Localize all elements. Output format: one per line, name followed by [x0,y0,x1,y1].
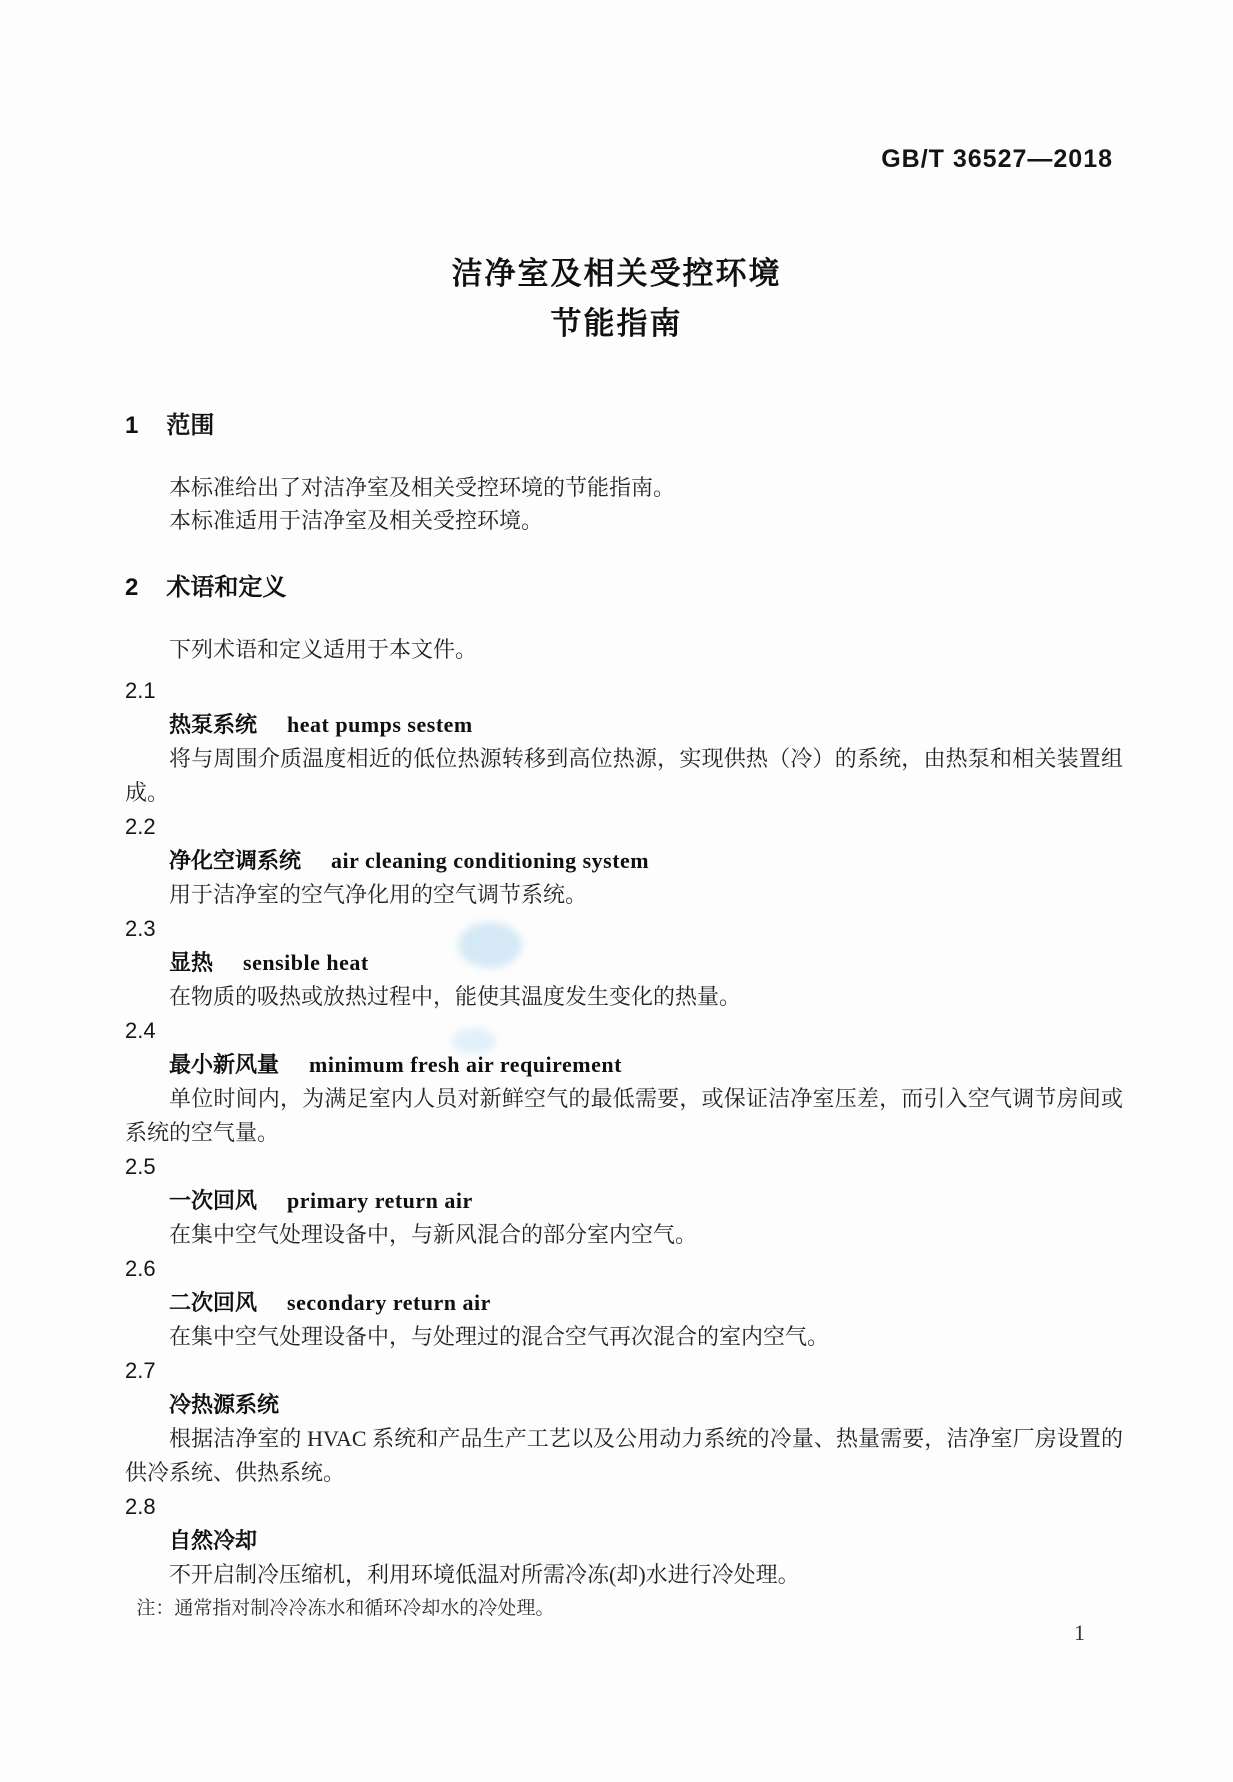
term-number: 2.6 [125,1256,156,1281]
scope-paragraph-2: 本标准适用于洁净室及相关受控环境。 [169,508,544,533]
document-title [0,249,1233,349]
term-block-2-5 [125,1150,1123,1252]
term-number: 2.4 [125,1018,156,1043]
standard-number: GB/T 36527—2018 [881,145,1113,173]
terms-list [125,674,1123,1624]
page-content [0,409,1233,1624]
term-definition: 在集中空气处理设备中，与新风混合的部分室内空气。 [169,1222,698,1247]
term-name-en: secondary return air [287,1290,491,1315]
term-number: 2.8 [125,1494,156,1519]
term-block-2-7 [125,1354,1123,1490]
term-number: 2.7 [125,1358,156,1383]
term-definition: 在集中空气处理设备中，与处理过的混合空气再次混合的室内空气。 [169,1324,830,1349]
term-name-cn: 冷热源系统 [169,1392,280,1417]
term-name [125,1184,1123,1218]
term-name [125,844,1123,878]
terms-intro: 下列术语和定义适用于本文件。 [169,637,478,662]
term-name-cn: 热泵系统 [169,712,258,737]
term-name-en: primary return air [287,1188,473,1213]
term-name-en: heat pumps sestem [287,712,473,737]
title-line-1: 洁净室及相关受控环境 [451,256,782,291]
term-block-2-2 [125,810,1123,912]
term-definition: 不开启制冷压缩机，利用环境低温对所需冷冻(却)水进行冷处理。 [169,1562,800,1587]
page-number: 1 [1074,1620,1085,1645]
term-definition: 在物质的吸热或放热过程中，能使其温度发生变化的热量。 [169,984,742,1009]
term-name-en: minimum fresh air requirement [309,1052,622,1077]
term-number: 2.2 [125,814,156,839]
section-2-heading [125,571,1123,605]
term-name [125,1388,1123,1422]
term-name-en: air cleaning conditioning system [331,848,650,873]
term-block-2-1 [125,674,1123,810]
term-block-2-6 [125,1252,1123,1354]
term-name [125,1524,1123,1558]
term-definition: 用于洁净室的空气净化用的空气调节系统。 [169,882,588,907]
term-name [125,708,1123,742]
section-1-number: 1 [125,412,139,439]
term-note: 注：通常指对制冷冷冻水和循环冷却水的冷处理。 [136,1598,555,1619]
section-1-title: 范围 [166,412,215,439]
section-2-title: 术语和定义 [166,574,287,601]
term-number: 2.3 [125,916,156,941]
title-line-2: 节能指南 [550,306,683,341]
section-2-number: 2 [125,574,139,601]
section-1-heading [125,409,1123,443]
term-name-cn: 最小新风量 [169,1052,280,1077]
term-name-cn: 净化空调系统 [169,848,302,873]
term-name-cn: 自然冷却 [169,1528,258,1553]
term-number: 2.5 [125,1154,156,1179]
term-name-en: sensible heat [243,950,369,975]
term-block-2-4 [125,1014,1123,1150]
term-block-2-8 [125,1490,1123,1624]
term-name [125,1048,1123,1082]
term-definition: 根据洁净室的 HVAC 系统和产品生产工艺以及公用动力系统的冷量、热量需要，洁净室厂房设置的供冷系统、供热系统。 [125,1426,1123,1485]
term-block-2-3 [125,912,1123,1014]
term-number: 2.1 [125,678,156,703]
term-name [125,946,1123,980]
scope-paragraph-1: 本标准给出了对洁净室及相关受控环境的节能指南。 [169,475,676,500]
term-definition: 单位时间内，为满足室内人员对新鲜空气的最低需要，或保证洁净室压差，而引入空气调节房间或系统的空气量。 [125,1086,1123,1145]
term-name-cn: 一次回风 [169,1188,258,1213]
term-name-cn: 二次回风 [169,1290,258,1315]
term-name-cn: 显热 [169,950,214,975]
term-definition: 将与周围介质温度相近的低位热源转移到高位热源，实现供热（冷）的系统，由热泵和相关装置组成。 [125,746,1123,805]
term-name [125,1286,1123,1320]
